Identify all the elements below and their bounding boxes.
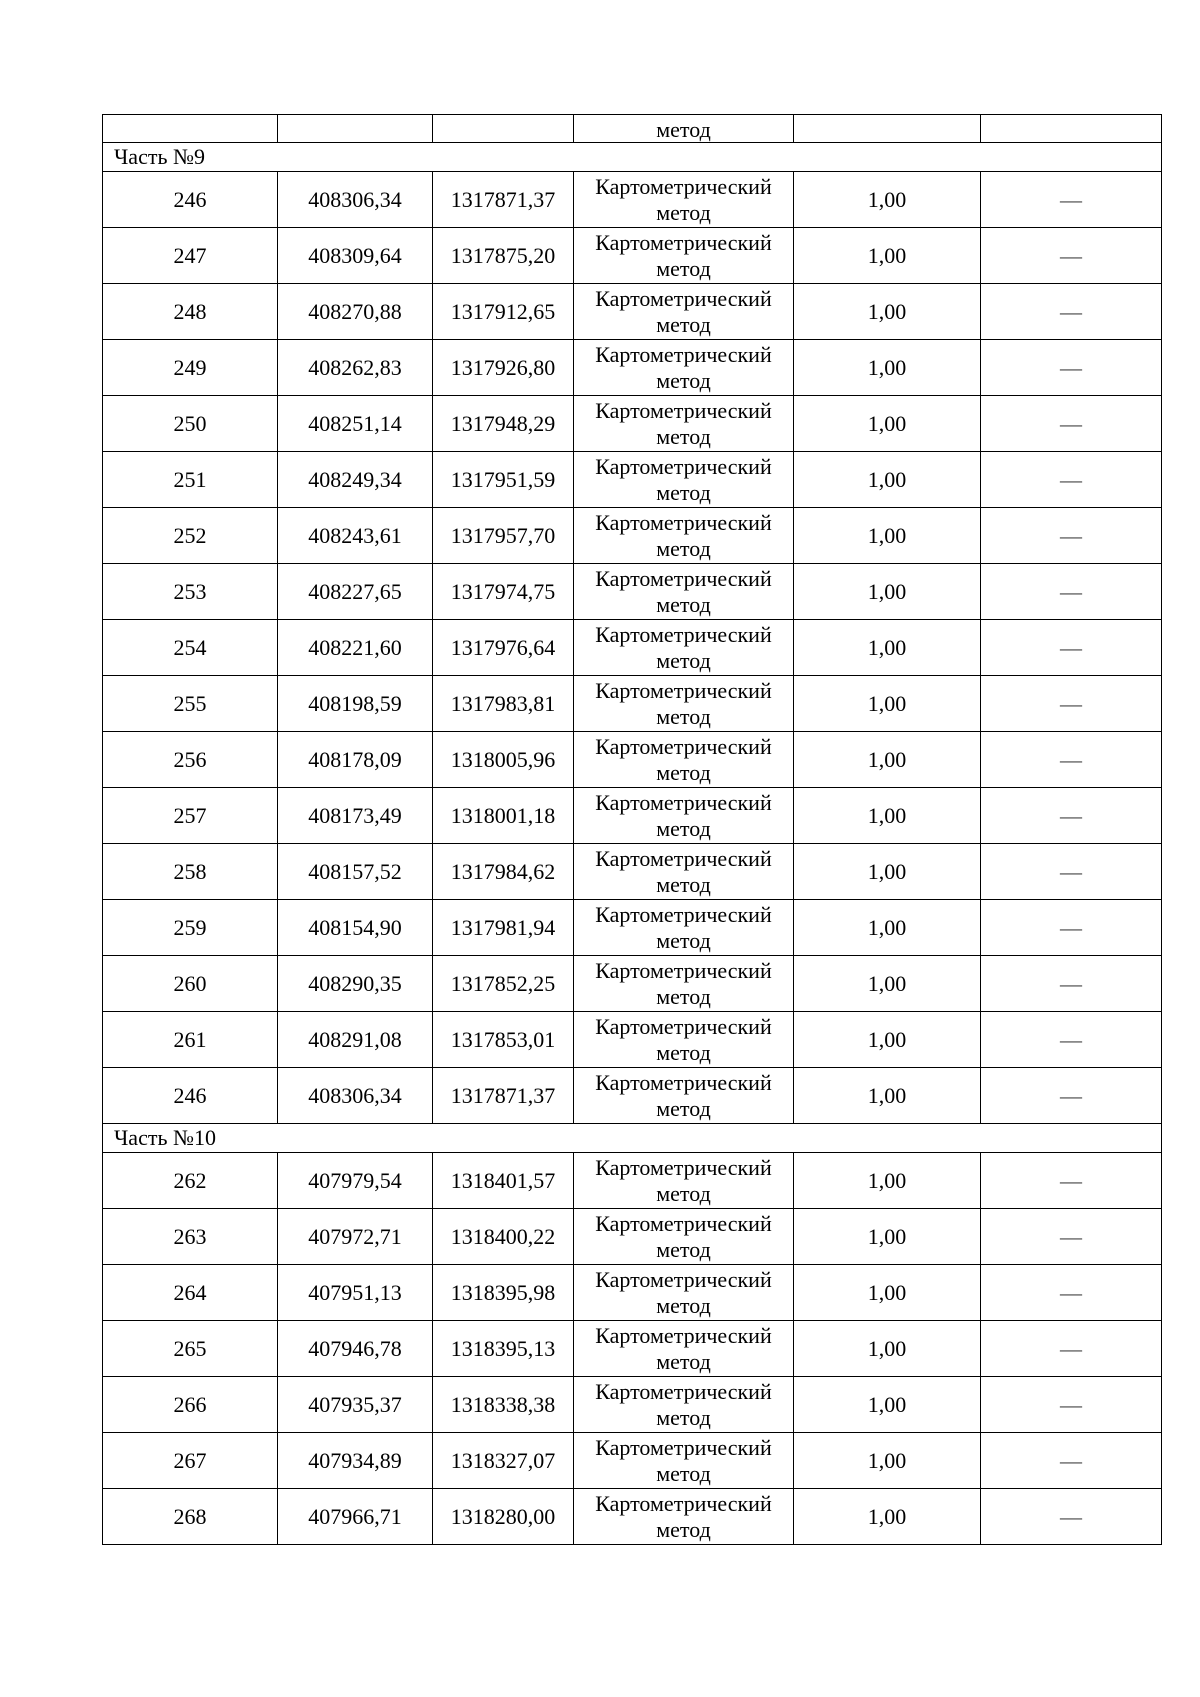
y-coordinate-cell: 1318280,00 xyxy=(433,1489,574,1545)
method-cell xyxy=(574,1153,794,1209)
note-cell: — xyxy=(981,1489,1162,1545)
method-line-2: метод xyxy=(656,1236,711,1262)
method-cell xyxy=(574,676,794,732)
accuracy-cell: 1,00 xyxy=(794,1012,981,1068)
y-coordinate-cell: 1317957,70 xyxy=(433,508,574,564)
x-coordinate-cell: 407979,54 xyxy=(278,1153,433,1209)
method-cell xyxy=(574,956,794,1012)
y-coordinate-cell: 1317974,75 xyxy=(433,564,574,620)
table-row xyxy=(103,676,1162,732)
method-line-2: метод xyxy=(656,535,711,561)
x-coordinate-cell: 408306,34 xyxy=(278,1068,433,1124)
x-coordinate-cell: 407934,89 xyxy=(278,1433,433,1489)
coordinates-table-body xyxy=(103,115,1162,1545)
method-line-2: метод xyxy=(656,1039,711,1065)
method-line-1: Картометрический xyxy=(595,1322,772,1348)
table-row xyxy=(103,1068,1162,1124)
table-cell-empty xyxy=(433,115,574,143)
method-line-2: метод xyxy=(656,1460,711,1486)
method-line-2: метод xyxy=(656,1292,711,1318)
method-line-2: метод xyxy=(656,423,711,449)
section-title: Часть №10 xyxy=(103,1124,1162,1153)
table-row xyxy=(103,1321,1162,1377)
accuracy-cell: 1,00 xyxy=(794,1265,981,1321)
note-cell: — xyxy=(981,620,1162,676)
x-coordinate-cell: 408290,35 xyxy=(278,956,433,1012)
method-cell xyxy=(574,452,794,508)
y-coordinate-cell: 1318327,07 xyxy=(433,1433,574,1489)
method-line-1: Картометрический xyxy=(595,397,772,423)
point-number-cell: 246 xyxy=(103,172,278,228)
y-coordinate-cell: 1318395,98 xyxy=(433,1265,574,1321)
point-number-cell: 265 xyxy=(103,1321,278,1377)
method-cell xyxy=(574,1068,794,1124)
method-line-2: метод xyxy=(656,927,711,953)
table-row xyxy=(103,788,1162,844)
method-line-2: метод xyxy=(656,1180,711,1206)
table-row xyxy=(103,732,1162,788)
table-row xyxy=(103,172,1162,228)
point-number-cell: 259 xyxy=(103,900,278,956)
method-line-1: Картометрический xyxy=(595,1266,772,1292)
y-coordinate-cell: 1317926,80 xyxy=(433,340,574,396)
method-cell xyxy=(574,564,794,620)
accuracy-cell: 1,00 xyxy=(794,508,981,564)
x-coordinate-cell: 408173,49 xyxy=(278,788,433,844)
method-line-1: Картометрический xyxy=(595,677,772,703)
note-cell: — xyxy=(981,676,1162,732)
x-coordinate-cell: 408309,64 xyxy=(278,228,433,284)
method-cell xyxy=(574,844,794,900)
method-cell xyxy=(574,284,794,340)
point-number-cell: 266 xyxy=(103,1377,278,1433)
point-number-cell: 255 xyxy=(103,676,278,732)
point-number-cell: 252 xyxy=(103,508,278,564)
x-coordinate-cell: 407935,37 xyxy=(278,1377,433,1433)
table-row xyxy=(103,284,1162,340)
table-row xyxy=(103,844,1162,900)
point-number-cell: 246 xyxy=(103,1068,278,1124)
method-line-2: метод xyxy=(656,199,711,225)
accuracy-cell: 1,00 xyxy=(794,228,981,284)
note-cell: — xyxy=(981,508,1162,564)
table-row xyxy=(103,508,1162,564)
method-line-2: метод xyxy=(656,871,711,897)
y-coordinate-cell: 1317981,94 xyxy=(433,900,574,956)
continuation-row xyxy=(103,115,1162,143)
y-coordinate-cell: 1318005,96 xyxy=(433,732,574,788)
note-cell: — xyxy=(981,1321,1162,1377)
note-cell: — xyxy=(981,788,1162,844)
accuracy-cell: 1,00 xyxy=(794,564,981,620)
table-row xyxy=(103,1153,1162,1209)
point-number-cell: 264 xyxy=(103,1265,278,1321)
accuracy-cell: 1,00 xyxy=(794,1209,981,1265)
note-cell: — xyxy=(981,452,1162,508)
accuracy-cell: 1,00 xyxy=(794,1068,981,1124)
method-line-1: Картометрический xyxy=(595,1434,772,1460)
table-cell-empty xyxy=(981,115,1162,143)
method-line-1: Картометрический xyxy=(595,621,772,647)
accuracy-cell: 1,00 xyxy=(794,732,981,788)
note-cell: — xyxy=(981,564,1162,620)
table-row xyxy=(103,1489,1162,1545)
method-line-2: метод xyxy=(656,983,711,1009)
method-cell xyxy=(574,340,794,396)
method-cell xyxy=(574,228,794,284)
note-cell: — xyxy=(981,1209,1162,1265)
table-row xyxy=(103,228,1162,284)
x-coordinate-cell: 408251,14 xyxy=(278,396,433,452)
method-cell xyxy=(574,396,794,452)
y-coordinate-cell: 1318001,18 xyxy=(433,788,574,844)
method-cell xyxy=(574,1433,794,1489)
method-line-2: метод xyxy=(656,1095,711,1121)
x-coordinate-cell: 408262,83 xyxy=(278,340,433,396)
method-cell xyxy=(574,172,794,228)
method-line-1: Картометрический xyxy=(595,341,772,367)
y-coordinate-cell: 1317871,37 xyxy=(433,1068,574,1124)
point-number-cell: 262 xyxy=(103,1153,278,1209)
x-coordinate-cell: 407972,71 xyxy=(278,1209,433,1265)
point-number-cell: 249 xyxy=(103,340,278,396)
method-line-2: метод xyxy=(656,703,711,729)
method-cell xyxy=(574,1321,794,1377)
note-cell: — xyxy=(981,1377,1162,1433)
note-cell: — xyxy=(981,732,1162,788)
table-row xyxy=(103,564,1162,620)
method-cell xyxy=(574,508,794,564)
method-line-2: метод xyxy=(656,647,711,673)
accuracy-cell: 1,00 xyxy=(794,396,981,452)
y-coordinate-cell: 1317976,64 xyxy=(433,620,574,676)
y-coordinate-cell: 1318338,38 xyxy=(433,1377,574,1433)
x-coordinate-cell: 408270,88 xyxy=(278,284,433,340)
note-cell: — xyxy=(981,1433,1162,1489)
method-cell xyxy=(574,788,794,844)
point-number-cell: 251 xyxy=(103,452,278,508)
table-row xyxy=(103,900,1162,956)
accuracy-cell: 1,00 xyxy=(794,788,981,844)
method-line-1: Картометрический xyxy=(595,957,772,983)
accuracy-cell: 1,00 xyxy=(794,956,981,1012)
y-coordinate-cell: 1317984,62 xyxy=(433,844,574,900)
x-coordinate-cell: 408227,65 xyxy=(278,564,433,620)
table-cell-empty xyxy=(794,115,981,143)
point-number-cell: 250 xyxy=(103,396,278,452)
note-cell: — xyxy=(981,844,1162,900)
method-line-1: Картометрический xyxy=(595,173,772,199)
accuracy-cell: 1,00 xyxy=(794,844,981,900)
y-coordinate-cell: 1317948,29 xyxy=(433,396,574,452)
method-line-1: Картометрический xyxy=(595,285,772,311)
accuracy-cell: 1,00 xyxy=(794,1153,981,1209)
y-coordinate-cell: 1317875,20 xyxy=(433,228,574,284)
x-coordinate-cell: 408291,08 xyxy=(278,1012,433,1068)
method-line-2: метод xyxy=(656,815,711,841)
note-cell: — xyxy=(981,228,1162,284)
method-cell xyxy=(574,1012,794,1068)
section-header-row xyxy=(103,143,1162,172)
note-cell: — xyxy=(981,340,1162,396)
note-cell: — xyxy=(981,1265,1162,1321)
accuracy-cell: 1,00 xyxy=(794,452,981,508)
accuracy-cell: 1,00 xyxy=(794,340,981,396)
method-cell xyxy=(574,900,794,956)
point-number-cell: 260 xyxy=(103,956,278,1012)
section-title: Часть №9 xyxy=(103,143,1162,172)
method-line-1: Картометрический xyxy=(595,1378,772,1404)
table-row xyxy=(103,956,1162,1012)
table-cell-empty xyxy=(103,115,278,143)
method-cell xyxy=(574,620,794,676)
method-line-2: метод xyxy=(656,367,711,393)
method-cell xyxy=(574,732,794,788)
table-cell-empty xyxy=(278,115,433,143)
note-cell: — xyxy=(981,900,1162,956)
y-coordinate-cell: 1317853,01 xyxy=(433,1012,574,1068)
note-cell: — xyxy=(981,956,1162,1012)
table-row xyxy=(103,452,1162,508)
point-number-cell: 258 xyxy=(103,844,278,900)
method-line-2: метод xyxy=(656,311,711,337)
method-line-1: Картометрический xyxy=(595,229,772,255)
method-cell xyxy=(574,1209,794,1265)
note-cell: — xyxy=(981,1068,1162,1124)
method-line-1: Картометрический xyxy=(595,789,772,815)
point-number-cell: 263 xyxy=(103,1209,278,1265)
table-row xyxy=(103,1209,1162,1265)
y-coordinate-cell: 1318400,22 xyxy=(433,1209,574,1265)
point-number-cell: 248 xyxy=(103,284,278,340)
accuracy-cell: 1,00 xyxy=(794,284,981,340)
point-number-cell: 267 xyxy=(103,1433,278,1489)
method-line-1: Картометрический xyxy=(595,1490,772,1516)
point-number-cell: 261 xyxy=(103,1012,278,1068)
x-coordinate-cell: 408221,60 xyxy=(278,620,433,676)
section-header-row xyxy=(103,1124,1162,1153)
table-row xyxy=(103,1377,1162,1433)
method-line-1: Картометрический xyxy=(595,1210,772,1236)
x-coordinate-cell: 408157,52 xyxy=(278,844,433,900)
note-cell: — xyxy=(981,172,1162,228)
x-coordinate-cell: 408249,34 xyxy=(278,452,433,508)
method-line-1: Картометрический xyxy=(595,1069,772,1095)
note-cell: — xyxy=(981,284,1162,340)
point-number-cell: 247 xyxy=(103,228,278,284)
coordinates-table xyxy=(102,114,1162,1545)
x-coordinate-cell: 408198,59 xyxy=(278,676,433,732)
point-number-cell: 257 xyxy=(103,788,278,844)
point-number-cell: 268 xyxy=(103,1489,278,1545)
y-coordinate-cell: 1317951,59 xyxy=(433,452,574,508)
note-cell: — xyxy=(981,396,1162,452)
y-coordinate-cell: 1318395,13 xyxy=(433,1321,574,1377)
table-row xyxy=(103,620,1162,676)
y-coordinate-cell: 1317871,37 xyxy=(433,172,574,228)
x-coordinate-cell: 407966,71 xyxy=(278,1489,433,1545)
method-line-1: Картометрический xyxy=(595,453,772,479)
method-line-2: метод xyxy=(656,759,711,785)
y-coordinate-cell: 1317912,65 xyxy=(433,284,574,340)
method-cell xyxy=(574,1377,794,1433)
table-row xyxy=(103,1265,1162,1321)
accuracy-cell: 1,00 xyxy=(794,676,981,732)
method-line-1: Картометрический xyxy=(595,1154,772,1180)
method-line-2: метод xyxy=(656,1516,711,1542)
method-line-2: метод xyxy=(656,591,711,617)
accuracy-cell: 1,00 xyxy=(794,900,981,956)
method-line-2: метод xyxy=(656,479,711,505)
y-coordinate-cell: 1318401,57 xyxy=(433,1153,574,1209)
point-number-cell: 256 xyxy=(103,732,278,788)
method-line-1: Картометрический xyxy=(595,901,772,927)
y-coordinate-cell: 1317983,81 xyxy=(433,676,574,732)
table-row xyxy=(103,340,1162,396)
method-line-1: Картометрический xyxy=(595,565,772,591)
method-cell xyxy=(574,1265,794,1321)
accuracy-cell: 1,00 xyxy=(794,1377,981,1433)
note-cell: — xyxy=(981,1153,1162,1209)
point-number-cell: 254 xyxy=(103,620,278,676)
accuracy-cell: 1,00 xyxy=(794,1321,981,1377)
y-coordinate-cell: 1317852,25 xyxy=(433,956,574,1012)
table-row xyxy=(103,396,1162,452)
note-cell: — xyxy=(981,1012,1162,1068)
method-line-2: метод xyxy=(656,1348,711,1374)
method-line-2: метод xyxy=(656,255,711,281)
method-line-1: Картометрический xyxy=(595,845,772,871)
x-coordinate-cell: 408306,34 xyxy=(278,172,433,228)
x-coordinate-cell: 407946,78 xyxy=(278,1321,433,1377)
method-cell-tail: метод xyxy=(574,115,794,143)
accuracy-cell: 1,00 xyxy=(794,172,981,228)
accuracy-cell: 1,00 xyxy=(794,1433,981,1489)
table-row xyxy=(103,1012,1162,1068)
x-coordinate-cell: 408178,09 xyxy=(278,732,433,788)
method-line-1: Картометрический xyxy=(595,733,772,759)
accuracy-cell: 1,00 xyxy=(794,620,981,676)
x-coordinate-cell: 407951,13 xyxy=(278,1265,433,1321)
point-number-cell: 253 xyxy=(103,564,278,620)
x-coordinate-cell: 408243,61 xyxy=(278,508,433,564)
method-line-2: метод xyxy=(656,1404,711,1430)
x-coordinate-cell: 408154,90 xyxy=(278,900,433,956)
method-line-1: Картометрический xyxy=(595,1013,772,1039)
table-row xyxy=(103,1433,1162,1489)
method-line-1: Картометрический xyxy=(595,509,772,535)
method-cell xyxy=(574,1489,794,1545)
accuracy-cell: 1,00 xyxy=(794,1489,981,1545)
